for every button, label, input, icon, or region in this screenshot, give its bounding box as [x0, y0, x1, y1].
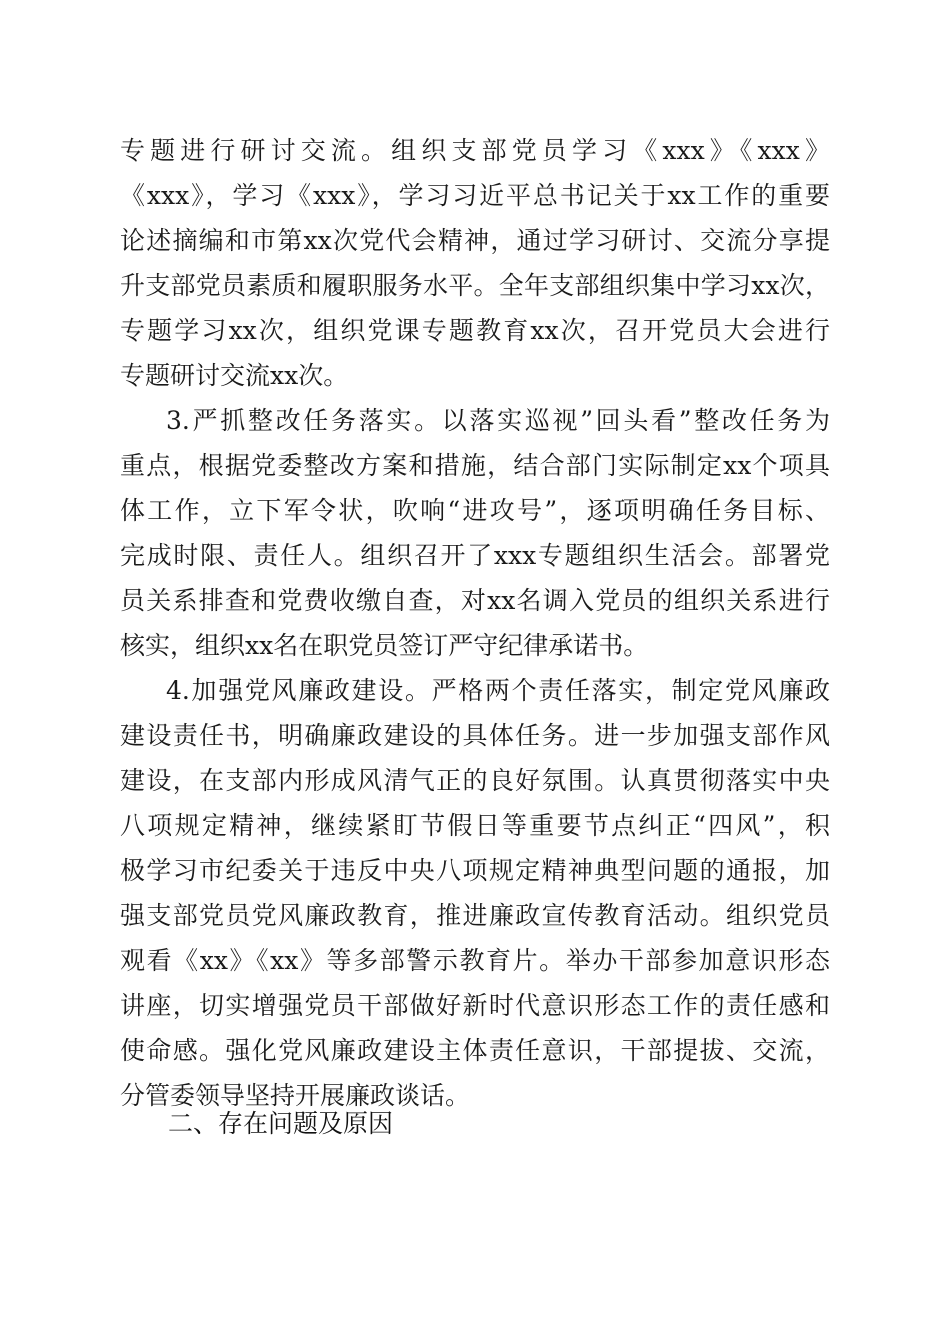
text-line: 讲座，切实增强党员干部做好新时代意识形态工作的责任感和 [120, 991, 830, 1020]
text-line: 专题学习xx次，组织党课专题教育xx次，召开党员大会进行 [120, 316, 830, 345]
text-line: 建设，在支部内形成风清气正的良好氛围。认真贯彻落实中央 [120, 766, 830, 795]
text-line: 3.严抓整改任务落实。以落实巡视”回头看”整改任务为 [166, 406, 830, 435]
text-line: 论述摘编和市第xx次党代会精神，通过学习研讨、交流分享提 [120, 226, 830, 255]
text-line: 建设责任书，明确廉政建设的具体任务。进一步加强支部作风 [120, 721, 830, 750]
text-line: 强支部党员党风廉政教育，推进廉政宣传教育活动。组织党员 [120, 901, 830, 930]
paragraph-rectification [120, 398, 830, 668]
text-line: 完成时限、责任人。组织召开了xxx专题组织生活会。部署党 [120, 541, 830, 570]
document-body [120, 128, 830, 1118]
text-line: 升支部党员素质和履职服务水平。全年支部组织集中学习xx次， [120, 271, 830, 300]
paragraph-study [120, 128, 830, 398]
text-line: 体工作，立下军令状，吹响“进攻号”，逐项明确任务目标、 [120, 496, 830, 525]
paragraph-integrity [120, 668, 830, 1118]
text-line: 员关系排查和党费收缴自查，对xx名调入党员的组织关系进行 [120, 586, 830, 615]
text-line: 观看《xx》《xx》等多部警示教育片。举办干部参加意识形态 [120, 946, 830, 975]
text-line: 分管委领导坚持开展廉政谈话。 [120, 1081, 471, 1110]
text-line: 专题进行研讨交流。组织支部党员学习《xxx》《xxx》 [120, 136, 830, 165]
text-line: 八项规定精神，继续紧盯节假日等重要节点纠正“四风”，积 [120, 811, 830, 840]
text-line: 专题研讨交流xx次。 [120, 361, 349, 390]
text-line: 使命感。强化党风廉政建设主体责任意识，干部提拔、交流， [120, 1036, 830, 1065]
text-line: 核实，组织xx名在职党员签订严守纪律承诺书。 [120, 631, 649, 660]
text-line: 重点，根据党委整改方案和措施，结合部门实际制定xx个项具 [120, 451, 830, 480]
text-line: 极学习市纪委关于违反中央八项规定精神典型问题的通报，加 [120, 856, 830, 885]
text-line: 《xxx》，学习《xxx》，学习习近平总书记关于xx工作的重要 [120, 181, 830, 210]
text-line: 4.加强党风廉政建设。严格两个责任落实，制定党风廉政 [166, 676, 830, 705]
section-heading: 二、存在问题及原因 [168, 1109, 394, 1138]
